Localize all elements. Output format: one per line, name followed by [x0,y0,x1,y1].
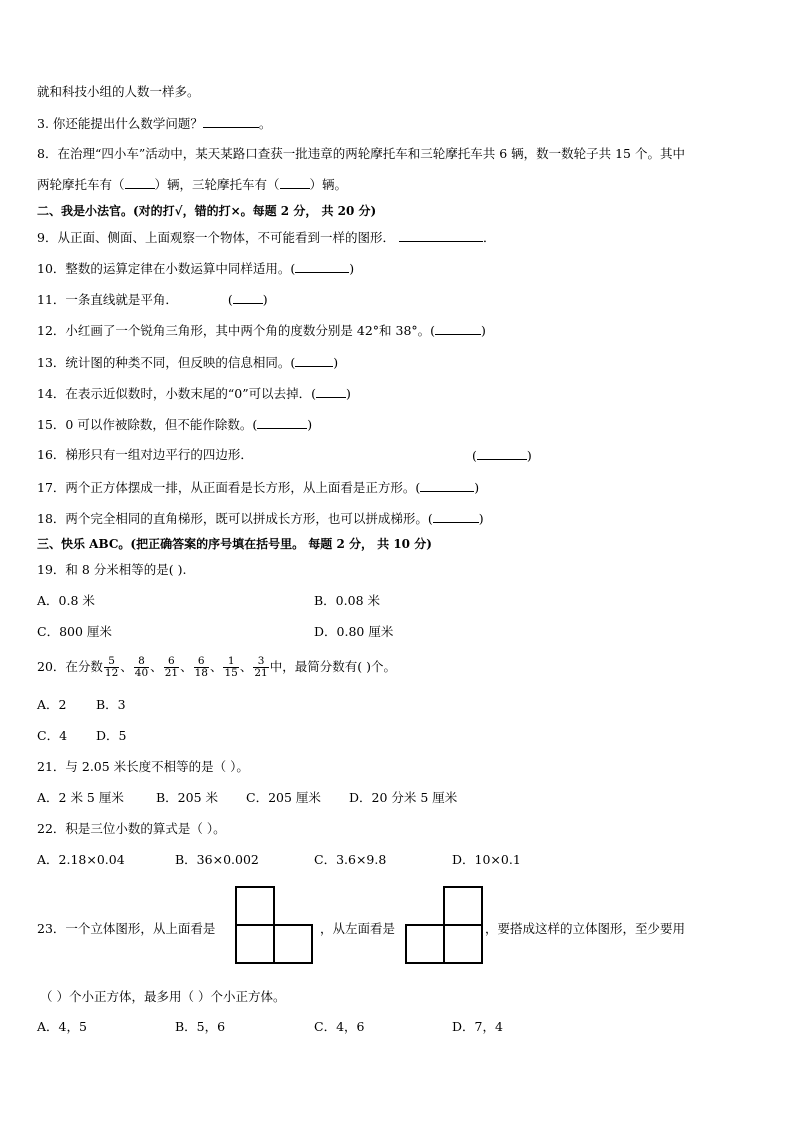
question-20-text-end: 中，最简分数有( )个。 [269,659,396,674]
question-22: 22．积是三位小数的算式是（ ）。 [37,821,226,836]
question-13-text: 13．统计图的种类不同，但反映的信息相同。( [37,355,296,370]
answer-blank[interactable] [295,260,349,273]
question-15 [37,416,312,433]
question-8-text-a: 两轮摩托车有（ [37,177,125,192]
question-16-text: 16．梯形只有一组对边平行的四边形． [37,447,253,462]
close-paren: ) [262,292,268,307]
question-23-text-d: （ ）个小正方体，最多用（ ）个小正方体。 [40,989,286,1004]
question-3-end: 。 [258,116,272,131]
answer-blank[interactable] [399,229,483,242]
question-18 [37,510,484,527]
question-20-text: 20．在分数 [37,659,103,674]
question-23-option-a[interactable]: A．4，5 [37,1019,87,1034]
question-14-text: 14．在表示近似数时，小数末尾的“0”可以去掉．( [37,386,317,401]
close-paren: ) [526,448,532,463]
answer-blank[interactable] [280,176,310,189]
close-paren: ) [474,480,480,495]
question-22-option-a[interactable]: A．2.18×0.04 [37,852,125,867]
question-21-option-c[interactable]: C．205 厘米 [246,790,321,805]
question-19: 19．和 8 分米相等的是( ). [37,562,187,577]
question-9-end: ． [482,230,496,245]
question-19-option-d[interactable]: D．0.80 厘米 [314,624,394,639]
question-18-text: 18．两个完全相同的直角梯形，既可以拼成长方形，也可以拼成梯形。( [37,511,433,526]
question-20: 20．在分数 $\frac{5}{12}$ 、 $\frac{8}{40}$ 、 $\frac{6}{21}$ 、 $\frac{6}{18}$ 、 $\frac{1}{15}$ 、 $\frac{3}{21}$ 中，最简分数有( )个。 [37,655,396,679]
question-19-option-c[interactable]: C．800 厘米 [37,624,112,639]
answer-blank[interactable] [203,115,259,128]
question-15-text: 15．0 可以作被除数，但不能作除数。( [37,417,258,432]
answer-blank[interactable] [233,291,263,304]
question-21: 21．与 2.05 米长度不相等的是（ ）。 [37,759,249,774]
question-20-option-b[interactable]: B．3 [96,697,126,712]
top-view-figure [235,886,315,965]
answer-blank[interactable] [257,416,307,429]
question-17-text: 17．两个正方体摆成一排，从正面看是长方形，从上面看是正方形。( [37,480,421,495]
fraction: $\frac{6}{21}$ [164,655,179,679]
question-10 [37,260,354,277]
question-20-option-c[interactable]: C．4 [37,728,68,743]
open-paren: ( [227,292,233,307]
question-9 [37,229,495,246]
question-12 [37,322,486,339]
section-3-heading: 三、快乐 ABC。(把正确答案的序号填在括号里。 每题 2 分， 共 10 分) [37,537,432,551]
question-13 [37,354,338,371]
text-line-continuation: 就和科技小组的人数一样多。 [37,84,200,99]
question-9-text: 9．从正面、侧面、上面观察一个物体，不可能看到一样的图形． [37,230,395,245]
question-19-option-a[interactable]: A．0.8 米 [37,593,95,608]
answer-blank[interactable] [435,322,481,335]
answer-blank[interactable] [477,447,527,460]
question-12-text: 12．小红画了一个锐角三角形，其中两个角的度数分别是 42°和 38°。( [37,323,436,338]
question-23-text-c: ，要搭成这样的立体图形，至少要用 [485,921,686,936]
question-19-option-b[interactable]: B．0.08 米 [314,593,380,608]
answer-blank[interactable] [316,385,346,398]
question-16 [37,447,253,463]
fraction: $\frac{3}{21}$ [254,655,268,679]
fraction: $\frac{8}{40}$ [134,655,149,679]
close-paren: ) [307,417,313,432]
question-11 [37,291,268,308]
answer-blank[interactable] [433,510,479,523]
fraction: $\frac{5}{12}$ [104,655,119,679]
question-11-text: 11．一条直线就是平角． [37,292,178,307]
question-3 [37,115,271,132]
question-20-option-a[interactable]: A．2 [37,697,67,712]
question-8-line-2 [37,176,347,193]
question-21-option-a[interactable]: A．2 米 5 厘米 [37,790,124,805]
question-22-option-c[interactable]: C．3.6×9.8 [314,852,387,867]
question-10-text: 10．整数的运算定律在小数运算中同样适用。( [37,261,296,276]
close-paren: ) [478,511,484,526]
fraction: $\frac{1}{15}$ [224,655,238,679]
close-paren: ) [333,355,339,370]
question-20-option-d[interactable]: D．5 [96,728,127,743]
section-2-heading: 二、我是小法官。(对的打√，错的打×。每题 2 分， 共 20 分) [37,204,377,218]
question-8-text-c: ）辆。 [309,177,348,192]
question-23-option-b[interactable]: B．5，6 [175,1019,226,1034]
question-23-text-a: 23．一个立体图形，从上面看是 [37,921,216,936]
close-paren: ) [346,386,351,401]
question-8-text-b: ）辆，三轮摩托车有（ [154,177,280,192]
answer-blank[interactable] [295,354,333,367]
question-21-option-d[interactable]: D．20 分米 5 厘米 [349,790,458,805]
question-23-option-d[interactable]: D．7，4 [452,1019,503,1034]
close-paren: ) [349,261,355,276]
left-view-figure [405,886,485,965]
open-paren: ( [472,448,477,463]
question-17 [37,479,479,496]
question-22-option-d[interactable]: D．10×0.1 [452,852,521,867]
question-21-option-b[interactable]: B．205 米 [156,790,219,805]
question-14 [37,385,351,402]
question-23-option-c[interactable]: C．4，6 [314,1019,365,1034]
question-16-answer [472,447,532,464]
question-23-text-b: ，从左面看是 [320,921,396,936]
answer-blank[interactable] [125,176,155,189]
fraction: $\frac{6}{18}$ [194,655,208,679]
answer-blank[interactable] [420,479,474,492]
question-3-text: 3. 你还能提出什么数学问题？ [37,116,203,131]
question-8-line-1: 8．在治理“四小车”活动中，某天某路口查获一批违章的两轮摩托车和三轮摩托车共 6 辆，数一数轮子共 15 个。其中 [37,146,685,161]
question-22-option-b[interactable]: B．36×0.002 [175,852,259,867]
close-paren: ) [481,323,486,338]
